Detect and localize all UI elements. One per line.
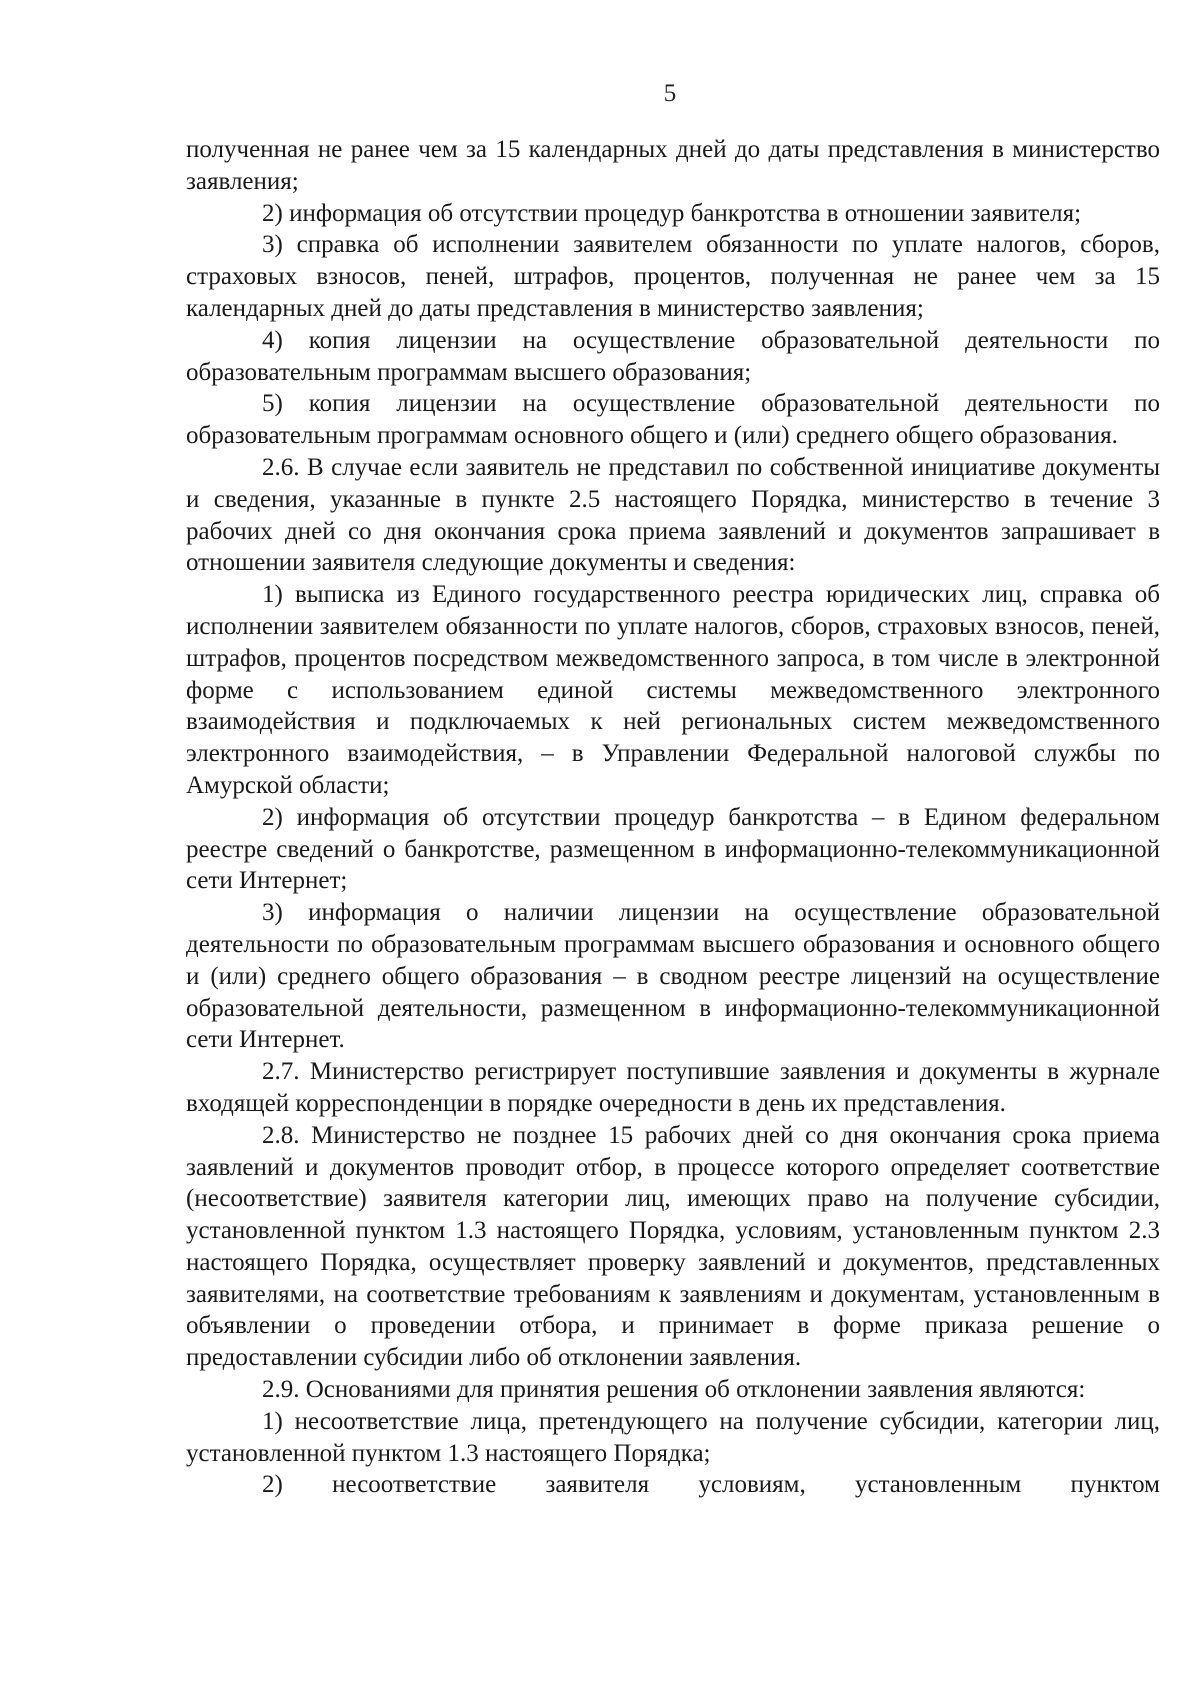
paragraph-2-9: 2.9. Основаниями для принятия решения об отклонении заявления являются: (262, 1376, 1086, 1404)
paragraph-item-3: 3) справка об исполнении заявителем обязанности по уплате налогов, сборов, страховых взносов, пеней, штрафов, процентов, полученная не ранее чем за 15 календарных дней до даты представления в министерство заявления; (186, 231, 1160, 322)
paragraph-2-7: 2.7. Министерство регистрирует поступившие заявления и документы в журнале входящей корреспонденции в порядке очередности в день их представления. (186, 1058, 1160, 1117)
paragraph-2-6: 2.6. В случае если заявитель не представил по собственной инициативе документы и сведения, указанные в пункте 2.5 настоящего Порядка, министерство в течение 3 рабочих дней со дня окончания срока приема заявлений и документов запрашивает в отношении заявителя следующие документы и сведения: (186, 453, 1160, 577)
paragraph-item-5: 5) копия лицензии на осуществление образовательной деятельности по образовательным программам основного общего и (или) среднего общего образования. (186, 390, 1160, 450)
paragraph-item-2: 2) информация об отсутствии процедур банкротства в отношении заявителя; (262, 199, 1082, 227)
paragraph-2-8: 2.8. Министерство не позднее 15 рабочих дней со дня окончания срока приема заявлений и документов проводит отбор, в процессе которого определяет соответствие (несоответствие) заявителя категории лиц, имеющих право на получение субсидии, установленной пунктом 1.3 настоящего Порядка, условиям, установленным пунктом 2.3 настоящего Порядка, осуществляет проверку заявлений и документов, представленных заявителями, на соответствие требованиям к заявлениям и документам, установленным в объявлении о проведении отбора, и принимает в форме приказа решение о предоставлении субсидии либо об отклонении заявления. (186, 1121, 1160, 1372)
paragraph-continuation: полученная не ранее чем за 15 календарных дней до даты представления в министерство заявления; (186, 136, 1160, 195)
paragraph-2-6-item-2: 2) информация об отсутствии процедур банкротства – в Едином федеральном реестре сведений о банкротстве, размещенном в информационно-телекоммуникационной сети Интернет; (186, 803, 1160, 895)
document-body (186, 134, 1160, 1501)
paragraph-item-4: 4) копия лицензии на осуществление образовательной деятельности по образовательным программам высшего образования; (186, 326, 1160, 386)
paragraph-2-9-item-1: 1) несоответствие лица, претендующего на получение субсидии, категории лиц, установленной пунктом 1.3 настоящего Порядка; (186, 1407, 1160, 1467)
paragraph-2-6-item-3: 3) информация о наличии лицензии на осуществление образовательной деятельности по образовательным программам высшего образования и основного общего и (или) среднего общего образования – в сводном реестре лицензий на осуществление образовательной деятельности, размещенном в информационно-телекоммуникационной сети Интернет. (186, 899, 1160, 1054)
paragraph-2-6-item-1: 1) выписка из Единого государственного реестра юридических лиц, справка об исполнении заявителем обязанности по уплате налогов, сборов, страховых взносов, пеней, штрафов, процентов посредством межведомственного запроса, в том числе в электронной форме с использованием единой системы межведомственного электронного взаимодействия и подключаемых к ней региональных систем межведомственного электронного взаимодействия, – в Управлении Федеральной налоговой службы по Амурской области; (186, 581, 1160, 799)
paragraph-2-9-item-2: 2) несоответствие заявителя условиям, установленным пунктом (262, 1471, 1160, 1499)
page-number: 5 (663, 80, 677, 107)
